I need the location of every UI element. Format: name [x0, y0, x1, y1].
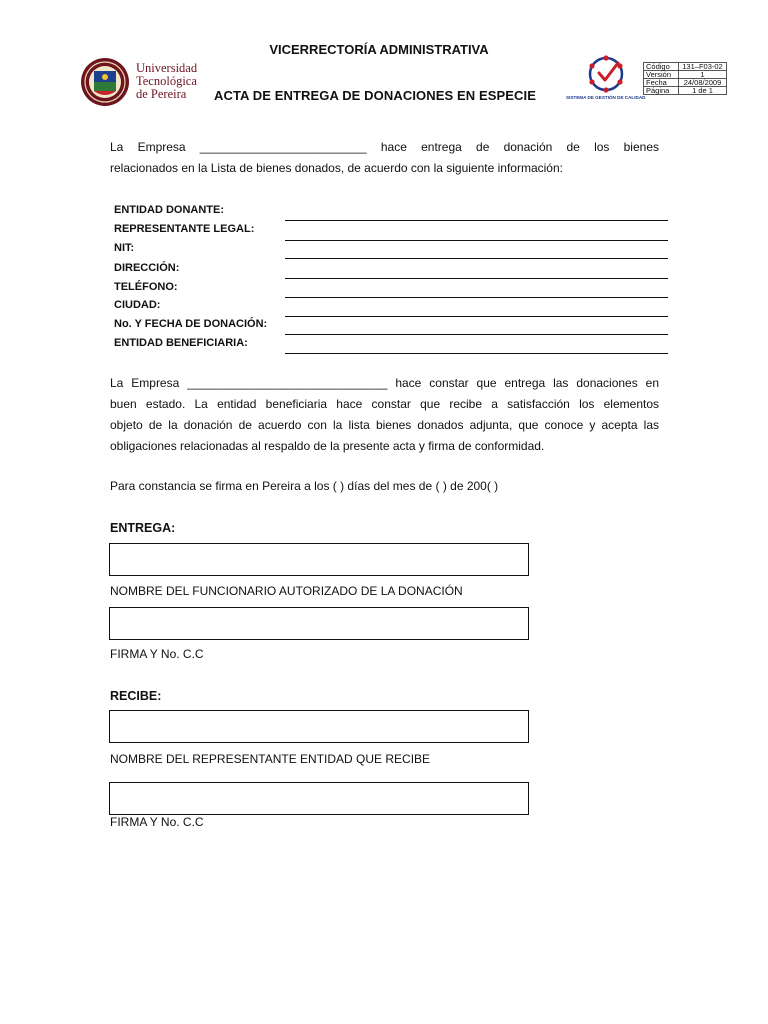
- university-name-line: Universidad: [136, 61, 198, 75]
- quality-logo-caption: SISTEMA DE GESTIÓN DE CALIDAD: [566, 95, 646, 100]
- recibe-signature-box[interactable]: [109, 782, 529, 815]
- field-line-fecha-donacion[interactable]: [285, 334, 668, 335]
- paragraph-line: relacionados en la Lista de bienes donados, de acuerdo con la siguiente información:: [110, 161, 563, 175]
- code-value: 1: [679, 71, 727, 79]
- code-value: 131–F03-02: [679, 63, 727, 71]
- field-label-entidad-donante: ENTIDAD DONANTE:: [114, 204, 224, 216]
- entrega-signature-box[interactable]: [109, 607, 529, 640]
- code-value: 24/08/2009: [679, 79, 727, 87]
- document-code-table: [643, 62, 727, 95]
- field-line-entidad-beneficiaria[interactable]: [285, 353, 668, 354]
- field-label-direccion: DIRECCIÓN:: [114, 262, 180, 274]
- field-line-ciudad[interactable]: [285, 316, 668, 317]
- field-label-ciudad: CIUDAD:: [114, 299, 161, 311]
- paragraph-line: La Empresa ______________________________ hace constar que entrega las donaciones en: [110, 376, 659, 390]
- university-name-line: de Pereira: [136, 87, 187, 101]
- entrega-signature-caption: FIRMA Y No. C.C: [110, 647, 204, 661]
- paragraph-line: objeto de la donación de acuerdo con la lista bienes donados adjunta, que conoce y acepta las: [110, 418, 659, 432]
- recibe-section-title: RECIBE:: [110, 689, 162, 703]
- field-line-nit[interactable]: [285, 258, 668, 259]
- field-label-nit: NIT:: [114, 242, 135, 254]
- entrega-section-title: ENTREGA:: [110, 521, 176, 535]
- recibe-signature-caption: FIRMA Y No. C.C: [110, 815, 204, 829]
- entrega-name-caption: NOMBRE DEL FUNCIONARIO AUTORIZADO DE LA DONACIÓN: [110, 584, 463, 598]
- paragraph-line: buen estado. La entidad beneficiaria hace constar que recibe a satisfacción los elementos: [110, 397, 659, 411]
- field-label-entidad-beneficiaria: ENTIDAD BENEFICIARIA:: [114, 337, 248, 349]
- entrega-name-box[interactable]: [109, 543, 529, 576]
- field-line-direccion[interactable]: [285, 278, 668, 279]
- university-logo: [80, 57, 198, 109]
- code-value: 1 de 1: [679, 87, 727, 95]
- header-title: VICERRECTORÍA ADMINISTRATIVA: [269, 42, 489, 57]
- recibe-name-caption: NOMBRE DEL REPRESENTANTE ENTIDAD QUE RECIBE: [110, 752, 431, 766]
- code-key: Versión: [644, 71, 679, 79]
- signing-statement: Para constancia se firma en Pereira a los ( ) días del mes de ( ) de 200( ): [110, 479, 499, 493]
- university-name-line: Tecnológica: [136, 74, 197, 88]
- recibe-name-box[interactable]: [109, 710, 529, 743]
- field-line-telefono[interactable]: [285, 297, 668, 298]
- document-title: ACTA DE ENTREGA DE DONACIONES EN ESPECIE: [213, 88, 537, 103]
- quality-clock-icon: [566, 53, 640, 95]
- field-label-representante-legal: REPRESENTANTE LEGAL:: [114, 223, 255, 235]
- code-key: Código: [644, 63, 679, 71]
- university-seal-icon: [80, 57, 130, 107]
- code-row: [644, 87, 727, 95]
- intro-paragraph: [110, 137, 659, 179]
- paragraph-line: obligaciones relacionadas al respaldo de la presente acta y firma de conformidad.: [110, 439, 545, 453]
- field-line-entidad-donante[interactable]: [285, 220, 668, 221]
- field-line-representante-legal[interactable]: [285, 240, 668, 241]
- field-label-fecha-donacion: No. Y FECHA DE DONACIÓN:: [114, 318, 268, 330]
- code-key: Fecha: [644, 79, 679, 87]
- declaration-paragraph: [110, 373, 659, 457]
- field-label-telefono: TELÉFONO:: [114, 281, 178, 293]
- quality-system-logo: [566, 53, 646, 103]
- paragraph-line: La Empresa _________________________ hace entrega de donación de los bienes: [110, 140, 659, 154]
- code-key: Página: [644, 87, 679, 95]
